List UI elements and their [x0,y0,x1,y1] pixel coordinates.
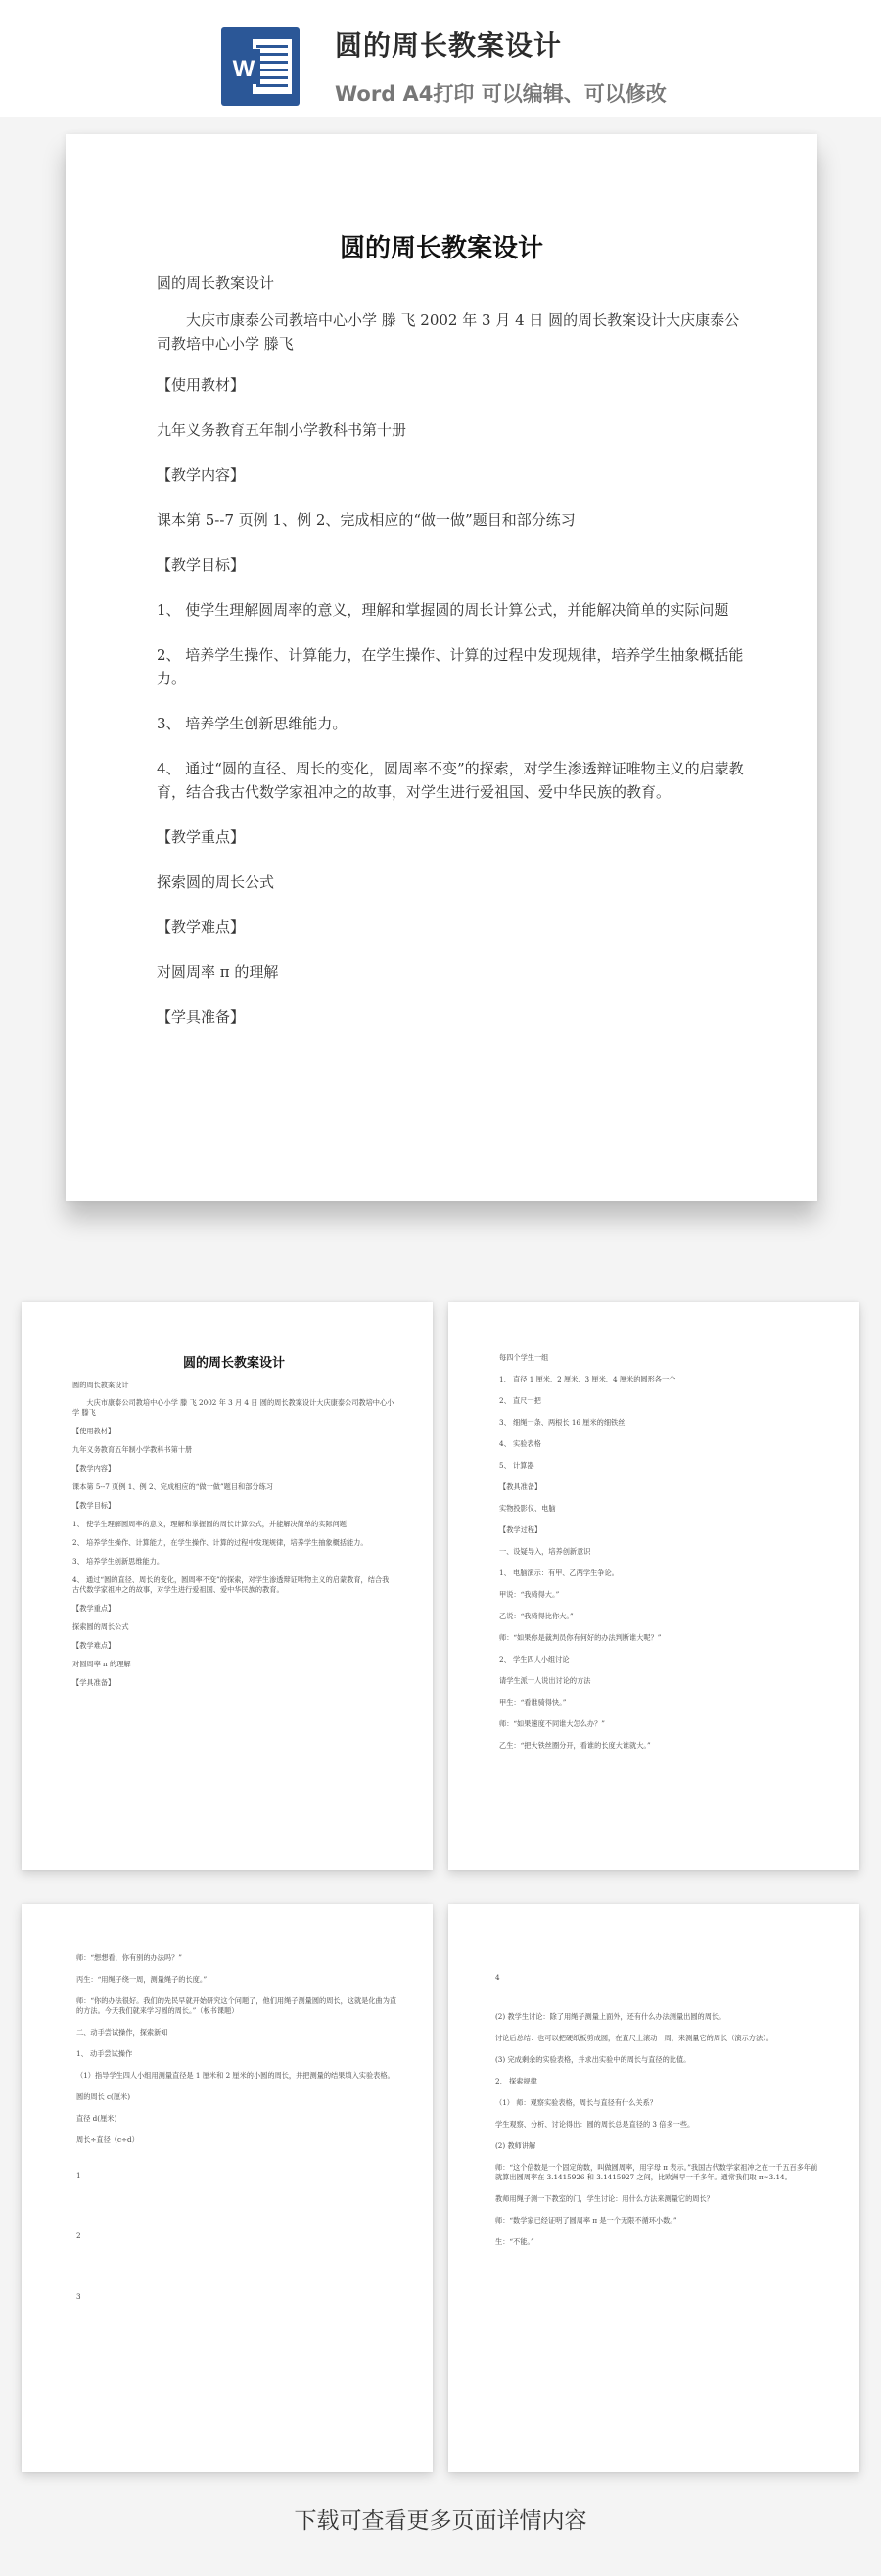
paragraph: 丙生：“用绳子绕一周，测量绳子的长度。” [76,1975,208,1984]
paragraph: 乙说：“我骑得比你大。” [499,1612,574,1620]
paragraph: 乙生：“把大铁丝圈分开，看谁的长度大谁就大。” [499,1741,651,1750]
paragraph: 1、 直径 1 厘米、2 厘米、3 厘米、4 厘米的圆形各一个 [499,1375,676,1383]
document-preview-page [66,134,817,1201]
paragraph: 2、 直尺一把 [499,1396,541,1405]
paragraph: 师：“数学家已经证明了圆周率 π 是一个无限不循环小数。” [495,2216,677,2225]
paragraph: 3、 细绳一条、两根长 16 厘米的细铁丝 [499,1418,626,1427]
paragraph: 1 [76,2171,81,2179]
paragraph: 4、 通过“圆的直径、周长的变化，圆周率不变”的探索，对学生渗透辩证唯物主义的启蒙教育，结合我古代数学家祖冲之的故事，对学生进行爱祖国、爱中华民族的教育。 [72,1575,390,1594]
paragraph: 【教学目标】 [72,1501,116,1510]
paragraph: 探索圆的周长公式 [157,873,275,891]
paragraph: 2、 学生四人小组讨论 [499,1655,570,1663]
paragraph: 师：“想想看，你有别的办法吗？” [76,1953,182,1962]
paragraph: 【教具准备】 [499,1482,542,1491]
page-thumbnail-2[interactable] [448,1302,859,1870]
paragraph: 【教学内容】 [157,466,246,484]
paragraph: 对圆周率 π 的理解 [72,1660,131,1668]
paragraph: （1）指导学生四人小组用测量直径是 1 厘米和 2 厘米的小圆的周长，并把测量的结果填入实验表格。 [76,2071,394,2080]
paragraph: 【学具准备】 [157,1008,246,1026]
paragraph: (2) 教学生讨论：除了用绳子测量上面外，还有什么办法测量出圆的周长。 [495,2012,726,2021]
paragraph: 九年义务教育五年制小学教科书第十册 [157,421,407,439]
paragraph: 请学生派一人说出讨论的方法 [499,1676,591,1685]
paragraph: 【教学重点】 [72,1604,116,1613]
page-thumbnail-4[interactable] [448,1904,859,2472]
paragraph: 2、 探索规律 [495,2077,537,2085]
paragraph: 5、 计算器 [499,1461,534,1470]
thumbnail-title: 圆的周长教案设计 [182,1356,285,1371]
paragraph: 2、 培养学生操作、计算能力，在学生操作、计算的过程中发现规律，培养学生抽象概括能力。 [72,1538,368,1547]
page-subtitle: Word A4打印 可以编辑、可以修改 [335,82,667,106]
paragraph: 大庆市康泰公司教培中心小学 滕 飞 2002 年 3 月 4 日 圆的周长教案设计大庆康泰公司教培中心小学 滕飞 [157,311,740,352]
paragraph: 【使用教材】 [72,1427,116,1435]
paragraph: （1） 师：观察实验表格，周长与直径有什么关系？ [495,2098,657,2107]
svg-text:W: W [232,56,255,82]
paragraph: 课本第 5--7 页例 1、例 2、完成相应的“做一做”题目和部分练习 [72,1482,273,1491]
paragraph: 2、 培养学生操作、计算能力，在学生操作、计算的过程中发现规律，培养学生抽象概括能力。 [157,646,744,687]
paragraph: 3 [76,2292,81,2301]
paragraph: 探索圆的周长公式 [72,1622,129,1631]
document-body [157,271,744,1029]
download-more-link[interactable]: 下载可查看更多页面详情内容 [294,2508,587,2534]
paragraph: 生：“不能。” [495,2237,534,2246]
paragraph: 4 [495,1973,500,1982]
paragraph: 4、 实验表格 [499,1439,541,1448]
paragraph: 师：“如果速度不同谁大怎么办？” [499,1719,605,1728]
paragraph: 学生观察、分析、讨论得出：圆的周长总是直径的 3 倍多一些。 [495,2120,695,2129]
paragraph: 师：“这个倍数是一个固定的数，叫做圆周率，用字母 π 表示。”我国古代数学家祖冲之在一千五百多年前就算出圆周率在 3.1415926 和 3.1415927 之间，比欧洲早一千多年。通常我们取 π≈3.14。 [495,2163,818,2181]
paragraph: 【教学难点】 [157,918,246,936]
paragraph: 甲生：“看谁骑得快。” [499,1698,567,1707]
paragraph: (3) 完成剩余的实验表格，并求出实验中的周长与直径的比值。 [495,2055,691,2064]
paragraph: 二、动手尝试操作，探索新知 [76,2028,168,2037]
paragraph: 每四个学生一组 [499,1353,549,1362]
paragraph: 圆的周长教案设计 [72,1381,129,1389]
paragraph: 师：“如果你是裁判员你有何好的办法判断谁大呢？” [499,1633,662,1642]
paragraph: 直径 d(厘米) [76,2114,117,2123]
paragraph: 4、 通过“圆的直径、周长的变化，圆周率不变”的探索，对学生渗透辩证唯物主义的启蒙教育，结合我古代数学家祖冲之的故事，对学生进行爱祖国、爱中华民族的教育。 [157,760,744,801]
paragraph: 【教学难点】 [72,1641,116,1650]
paragraph: 【教学内容】 [72,1464,116,1473]
paragraph: 讨论后总结：也可以把硬纸板剪成圆，在直尺上滚动一周，来测量它的周长（演示方法）。 [495,2034,773,2042]
paragraph: 课本第 5--7 页例 1、例 2、完成相应的“做一做”题目和部分练习 [157,511,576,529]
page-thumbnail-1[interactable] [22,1302,433,1870]
paragraph: 1、 电脑演示：有甲、乙两学生争论。 [499,1569,619,1577]
paragraph: 1、 动手尝试操作 [76,2049,133,2058]
paragraph: 2 [76,2231,81,2240]
paragraph: 对圆周率 π 的理解 [157,963,279,981]
paragraph: (2) 教师讲解 [495,2141,536,2150]
paragraph: 实物投影仪、电脑 [499,1504,556,1513]
paragraph: 【教学目标】 [157,556,246,574]
paragraph: 教师用绳子测一下教室的门，学生讨论：用什么方法来测量它的周长？ [495,2194,714,2203]
thumbnail-body [76,1953,399,2302]
paragraph: 甲说：“我骑得大。” [499,1590,560,1599]
paragraph: 1、 使学生理解圆周率的意义，理解和掌握圆的周长计算公式，并能解决简单的实际问题 [157,601,729,619]
paragraph: 3、 培养学生创新思维能力。 [72,1557,164,1566]
paragraph: 【学具准备】 [72,1678,116,1687]
paragraph: 九年义务教育五年制小学教科书第十册 [72,1445,193,1454]
paragraph: 师：“你的办法很好。我们的先民早就开始研究这个问题了，他们用绳子测量圆的周长，这就是化曲为直的方法。今天我们就来学习圆的周长。”（板书课题） [76,1996,397,2015]
banner-header [0,0,881,117]
word-document-icon [219,25,301,108]
paragraph: 1、 使学生理解圆周率的意义，理解和掌握圆的周长计算公式，并能解决简单的实际问题 [72,1520,347,1528]
paragraph: 3、 培养学生创新思维能力。 [157,715,348,732]
paragraph: 圆的周长教案设计 [157,274,275,292]
paragraph: 周长÷直径（c÷d） [76,2135,139,2144]
paragraph: 【使用教材】 [157,376,246,394]
paragraph: 【教学过程】 [499,1525,542,1534]
page-title: 圆的周长教案设计 [335,29,563,62]
paragraph: 一、设疑导入，培养创新意识 [499,1547,591,1556]
thumbnail-body [499,1353,822,1751]
thumbnail-body [495,1973,818,2247]
thumbnail-body [72,1355,395,1688]
paragraph: 【教学重点】 [157,828,246,846]
page-thumbnail-3[interactable] [22,1904,433,2472]
paragraph: 圆的周长 c(厘米) [76,2092,131,2101]
document-title: 圆的周长教案设计 [339,234,543,263]
paragraph: 大庆市康泰公司教培中心小学 滕 飞 2002 年 3 月 4 日 圆的周长教案设计大庆康泰公司教培中心小学 滕飞 [72,1398,394,1417]
